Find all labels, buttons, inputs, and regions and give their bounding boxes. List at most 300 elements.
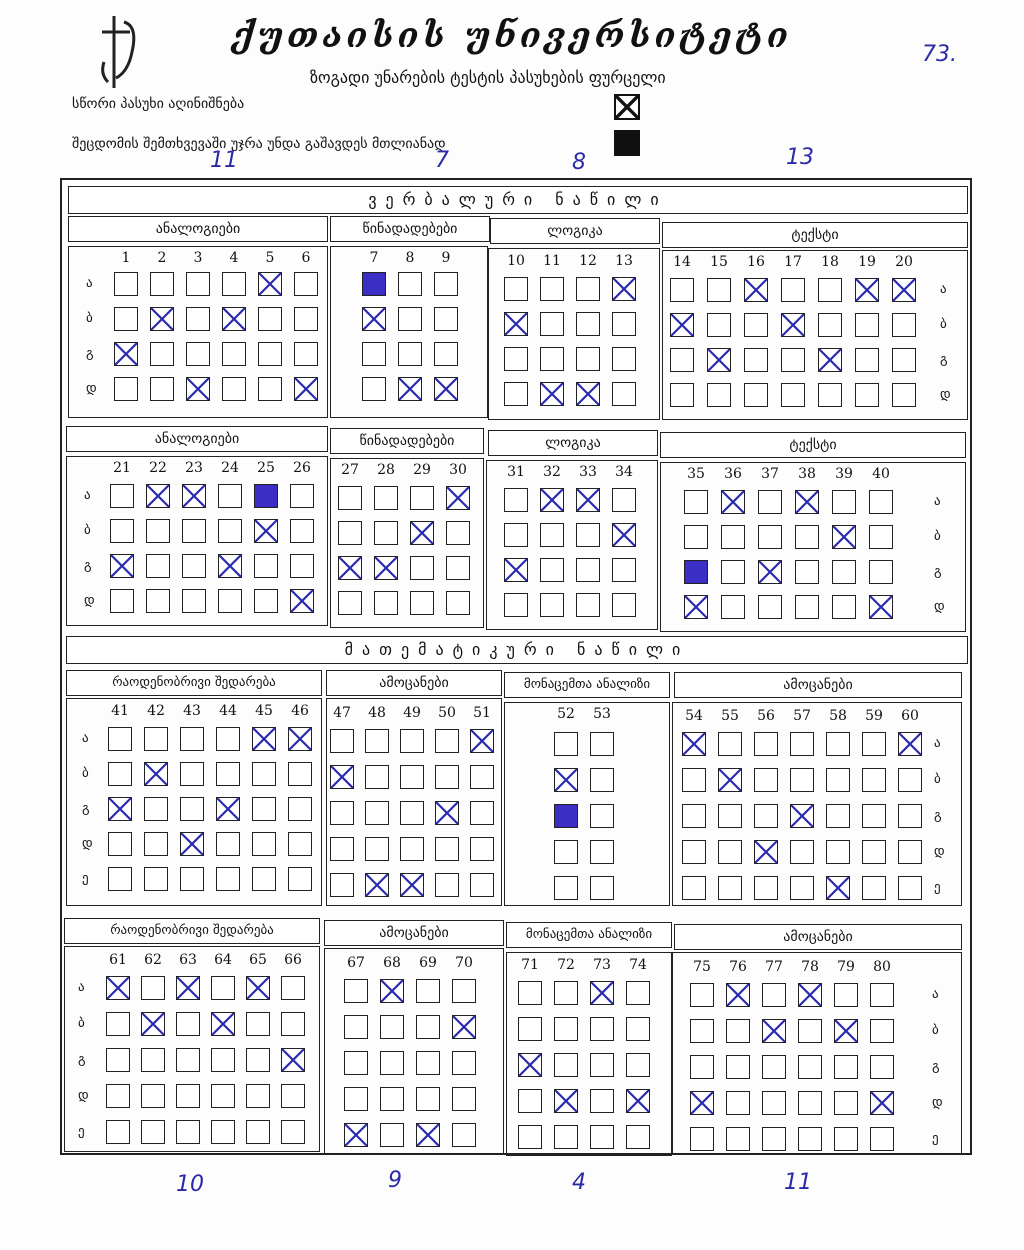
answer-checkbox[interactable] (338, 556, 362, 580)
answer-checkbox[interactable] (855, 278, 879, 302)
answer-checkbox[interactable] (790, 732, 814, 756)
answer-checkbox[interactable] (795, 490, 819, 514)
answer-checkbox[interactable] (110, 519, 134, 543)
answer-checkbox[interactable] (374, 591, 398, 615)
answer-checkbox[interactable] (380, 1015, 404, 1039)
answer-checkbox[interactable] (690, 1091, 714, 1115)
answer-checkbox[interactable] (626, 1053, 650, 1077)
answer-checkbox[interactable] (554, 804, 578, 828)
answer-checkbox[interactable] (670, 383, 694, 407)
answer-checkbox[interactable] (790, 768, 814, 792)
answer-checkbox[interactable] (182, 484, 206, 508)
answer-checkbox[interactable] (870, 1019, 894, 1043)
answer-checkbox[interactable] (870, 1091, 894, 1115)
answer-checkbox[interactable] (718, 876, 742, 900)
answer-checkbox[interactable] (870, 983, 894, 1007)
answer-checkbox[interactable] (108, 762, 132, 786)
answer-checkbox[interactable] (330, 729, 354, 753)
answer-checkbox[interactable] (218, 554, 242, 578)
answer-checkbox[interactable] (344, 1051, 368, 1075)
answer-checkbox[interactable] (141, 1120, 165, 1144)
answer-checkbox[interactable] (374, 486, 398, 510)
answer-checkbox[interactable] (590, 876, 614, 900)
answer-checkbox[interactable] (612, 382, 636, 406)
answer-checkbox[interactable] (258, 342, 282, 366)
answer-checkbox[interactable] (504, 523, 528, 547)
answer-checkbox[interactable] (818, 278, 842, 302)
answer-checkbox[interactable] (590, 981, 614, 1005)
answer-checkbox[interactable] (281, 1012, 305, 1036)
answer-checkbox[interactable] (294, 377, 318, 401)
answer-checkbox[interactable] (862, 876, 886, 900)
answer-checkbox[interactable] (281, 1048, 305, 1072)
answer-checkbox[interactable] (410, 591, 434, 615)
answer-checkbox[interactable] (254, 519, 278, 543)
answer-checkbox[interactable] (246, 1048, 270, 1072)
answer-checkbox[interactable] (434, 342, 458, 366)
answer-checkbox[interactable] (612, 558, 636, 582)
answer-checkbox[interactable] (182, 589, 206, 613)
answer-checkbox[interactable] (365, 837, 389, 861)
answer-checkbox[interactable] (144, 797, 168, 821)
answer-checkbox[interactable] (452, 1123, 476, 1147)
answer-checkbox[interactable] (690, 1019, 714, 1043)
answer-checkbox[interactable] (758, 525, 782, 549)
answer-checkbox[interactable] (410, 556, 434, 580)
answer-checkbox[interactable] (518, 1089, 542, 1113)
answer-checkbox[interactable] (106, 1120, 130, 1144)
answer-checkbox[interactable] (186, 342, 210, 366)
answer-checkbox[interactable] (682, 876, 706, 900)
answer-checkbox[interactable] (832, 595, 856, 619)
answer-checkbox[interactable] (176, 976, 200, 1000)
answer-checkbox[interactable] (176, 1012, 200, 1036)
answer-checkbox[interactable] (576, 523, 600, 547)
answer-checkbox[interactable] (590, 1053, 614, 1077)
answer-checkbox[interactable] (434, 307, 458, 331)
answer-checkbox[interactable] (150, 272, 174, 296)
answer-checkbox[interactable] (380, 979, 404, 1003)
answer-checkbox[interactable] (435, 873, 459, 897)
answer-checkbox[interactable] (416, 1123, 440, 1147)
answer-checkbox[interactable] (626, 981, 650, 1005)
answer-checkbox[interactable] (218, 519, 242, 543)
answer-checkbox[interactable] (416, 979, 440, 1003)
answer-checkbox[interactable] (446, 486, 470, 510)
answer-checkbox[interactable] (826, 732, 850, 756)
answer-checkbox[interactable] (576, 277, 600, 301)
answer-checkbox[interactable] (470, 873, 494, 897)
answer-checkbox[interactable] (338, 486, 362, 510)
answer-checkbox[interactable] (410, 521, 434, 545)
answer-checkbox[interactable] (554, 1089, 578, 1113)
answer-checkbox[interactable] (338, 521, 362, 545)
answer-checkbox[interactable] (869, 525, 893, 549)
answer-checkbox[interactable] (452, 1015, 476, 1039)
answer-checkbox[interactable] (452, 1051, 476, 1075)
answer-checkbox[interactable] (146, 519, 170, 543)
answer-checkbox[interactable] (518, 1017, 542, 1041)
answer-checkbox[interactable] (670, 278, 694, 302)
answer-checkbox[interactable] (612, 523, 636, 547)
answer-checkbox[interactable] (106, 1084, 130, 1108)
answer-checkbox[interactable] (294, 272, 318, 296)
answer-checkbox[interactable] (869, 595, 893, 619)
answer-checkbox[interactable] (108, 832, 132, 856)
answer-checkbox[interactable] (781, 348, 805, 372)
answer-checkbox[interactable] (518, 1053, 542, 1077)
answer-checkbox[interactable] (106, 1048, 130, 1072)
answer-checkbox[interactable] (576, 382, 600, 406)
answer-checkbox[interactable] (826, 840, 850, 864)
answer-checkbox[interactable] (222, 377, 246, 401)
answer-checkbox[interactable] (795, 560, 819, 584)
answer-checkbox[interactable] (252, 727, 276, 751)
answer-checkbox[interactable] (380, 1051, 404, 1075)
answer-checkbox[interactable] (721, 595, 745, 619)
answer-checkbox[interactable] (252, 797, 276, 821)
answer-checkbox[interactable] (554, 768, 578, 792)
answer-checkbox[interactable] (726, 1055, 750, 1079)
answer-checkbox[interactable] (365, 873, 389, 897)
answer-checkbox[interactable] (362, 342, 386, 366)
answer-checkbox[interactable] (790, 840, 814, 864)
answer-checkbox[interactable] (222, 307, 246, 331)
answer-checkbox[interactable] (892, 383, 916, 407)
answer-checkbox[interactable] (834, 983, 858, 1007)
answer-checkbox[interactable] (504, 277, 528, 301)
answer-checkbox[interactable] (222, 342, 246, 366)
answer-checkbox[interactable] (470, 765, 494, 789)
answer-checkbox[interactable] (554, 876, 578, 900)
answer-checkbox[interactable] (590, 840, 614, 864)
answer-checkbox[interactable] (504, 488, 528, 512)
answer-checkbox[interactable] (330, 837, 354, 861)
answer-checkbox[interactable] (141, 1048, 165, 1072)
answer-checkbox[interactable] (684, 560, 708, 584)
answer-checkbox[interactable] (590, 1125, 614, 1149)
answer-checkbox[interactable] (832, 525, 856, 549)
answer-checkbox[interactable] (218, 484, 242, 508)
answer-checkbox[interactable] (518, 1125, 542, 1149)
answer-checkbox[interactable] (826, 768, 850, 792)
answer-checkbox[interactable] (288, 867, 312, 891)
answer-checkbox[interactable] (446, 556, 470, 580)
answer-checkbox[interactable] (612, 312, 636, 336)
answer-checkbox[interactable] (186, 307, 210, 331)
answer-checkbox[interactable] (834, 1127, 858, 1151)
answer-checkbox[interactable] (380, 1087, 404, 1111)
answer-checkbox[interactable] (176, 1048, 200, 1072)
answer-checkbox[interactable] (590, 768, 614, 792)
answer-checkbox[interactable] (330, 873, 354, 897)
answer-checkbox[interactable] (834, 1055, 858, 1079)
answer-checkbox[interactable] (400, 837, 424, 861)
answer-checkbox[interactable] (762, 1127, 786, 1151)
answer-checkbox[interactable] (180, 797, 204, 821)
answer-checkbox[interactable] (795, 595, 819, 619)
answer-checkbox[interactable] (180, 867, 204, 891)
answer-checkbox[interactable] (180, 762, 204, 786)
answer-checkbox[interactable] (790, 876, 814, 900)
answer-checkbox[interactable] (254, 589, 278, 613)
answer-checkbox[interactable] (504, 312, 528, 336)
answer-checkbox[interactable] (290, 554, 314, 578)
answer-checkbox[interactable] (869, 490, 893, 514)
answer-checkbox[interactable] (612, 488, 636, 512)
answer-checkbox[interactable] (795, 525, 819, 549)
answer-checkbox[interactable] (554, 1053, 578, 1077)
answer-checkbox[interactable] (398, 377, 422, 401)
answer-checkbox[interactable] (146, 589, 170, 613)
answer-checkbox[interactable] (398, 342, 422, 366)
answer-checkbox[interactable] (144, 727, 168, 751)
answer-checkbox[interactable] (554, 981, 578, 1005)
answer-checkbox[interactable] (344, 1123, 368, 1147)
answer-checkbox[interactable] (186, 377, 210, 401)
answer-checkbox[interactable] (416, 1051, 440, 1075)
answer-checkbox[interactable] (682, 804, 706, 828)
answer-checkbox[interactable] (754, 804, 778, 828)
answer-checkbox[interactable] (744, 348, 768, 372)
answer-checkbox[interactable] (690, 1055, 714, 1079)
answer-checkbox[interactable] (832, 560, 856, 584)
answer-checkbox[interactable] (186, 272, 210, 296)
answer-checkbox[interactable] (176, 1084, 200, 1108)
answer-checkbox[interactable] (252, 832, 276, 856)
answer-checkbox[interactable] (726, 1091, 750, 1115)
answer-checkbox[interactable] (398, 307, 422, 331)
answer-checkbox[interactable] (398, 272, 422, 296)
answer-checkbox[interactable] (114, 342, 138, 366)
answer-checkbox[interactable] (590, 1017, 614, 1041)
answer-checkbox[interactable] (380, 1123, 404, 1147)
answer-checkbox[interactable] (254, 484, 278, 508)
answer-checkbox[interactable] (144, 867, 168, 891)
answer-checkbox[interactable] (682, 840, 706, 864)
answer-checkbox[interactable] (435, 765, 459, 789)
answer-checkbox[interactable] (862, 768, 886, 792)
answer-checkbox[interactable] (146, 484, 170, 508)
answer-checkbox[interactable] (718, 732, 742, 756)
answer-checkbox[interactable] (554, 732, 578, 756)
answer-checkbox[interactable] (898, 840, 922, 864)
answer-checkbox[interactable] (869, 560, 893, 584)
answer-checkbox[interactable] (834, 1091, 858, 1115)
answer-checkbox[interactable] (798, 1055, 822, 1079)
answer-checkbox[interactable] (540, 347, 564, 371)
answer-checkbox[interactable] (758, 560, 782, 584)
answer-checkbox[interactable] (870, 1055, 894, 1079)
answer-checkbox[interactable] (781, 278, 805, 302)
answer-checkbox[interactable] (216, 762, 240, 786)
answer-checkbox[interactable] (330, 801, 354, 825)
answer-checkbox[interactable] (218, 589, 242, 613)
answer-checkbox[interactable] (108, 797, 132, 821)
answer-checkbox[interactable] (626, 1089, 650, 1113)
answer-checkbox[interactable] (400, 873, 424, 897)
answer-checkbox[interactable] (754, 876, 778, 900)
answer-checkbox[interactable] (862, 804, 886, 828)
answer-checkbox[interactable] (258, 307, 282, 331)
answer-checkbox[interactable] (362, 377, 386, 401)
answer-checkbox[interactable] (707, 383, 731, 407)
answer-checkbox[interactable] (106, 976, 130, 1000)
answer-checkbox[interactable] (106, 1012, 130, 1036)
answer-checkbox[interactable] (452, 979, 476, 1003)
answer-checkbox[interactable] (141, 1012, 165, 1036)
answer-checkbox[interactable] (540, 382, 564, 406)
answer-checkbox[interactable] (365, 765, 389, 789)
answer-checkbox[interactable] (114, 272, 138, 296)
answer-checkbox[interactable] (826, 876, 850, 900)
answer-checkbox[interactable] (246, 1084, 270, 1108)
answer-checkbox[interactable] (855, 348, 879, 372)
answer-checkbox[interactable] (540, 277, 564, 301)
answer-checkbox[interactable] (855, 383, 879, 407)
answer-checkbox[interactable] (434, 272, 458, 296)
answer-checkbox[interactable] (718, 804, 742, 828)
answer-checkbox[interactable] (540, 558, 564, 582)
answer-checkbox[interactable] (870, 1127, 894, 1151)
answer-checkbox[interactable] (690, 983, 714, 1007)
answer-checkbox[interactable] (781, 383, 805, 407)
answer-checkbox[interactable] (758, 595, 782, 619)
answer-checkbox[interactable] (554, 1017, 578, 1041)
answer-checkbox[interactable] (434, 377, 458, 401)
answer-checkbox[interactable] (110, 589, 134, 613)
answer-checkbox[interactable] (754, 732, 778, 756)
answer-checkbox[interactable] (150, 342, 174, 366)
answer-checkbox[interactable] (690, 1127, 714, 1151)
answer-checkbox[interactable] (892, 278, 916, 302)
answer-checkbox[interactable] (180, 832, 204, 856)
answer-checkbox[interactable] (540, 488, 564, 512)
answer-checkbox[interactable] (818, 383, 842, 407)
answer-checkbox[interactable] (211, 976, 235, 1000)
answer-checkbox[interactable] (281, 1084, 305, 1108)
answer-checkbox[interactable] (400, 765, 424, 789)
answer-checkbox[interactable] (612, 347, 636, 371)
answer-checkbox[interactable] (216, 867, 240, 891)
answer-checkbox[interactable] (744, 278, 768, 302)
answer-checkbox[interactable] (684, 490, 708, 514)
answer-checkbox[interactable] (141, 976, 165, 1000)
answer-checkbox[interactable] (540, 523, 564, 547)
answer-checkbox[interactable] (108, 727, 132, 751)
answer-checkbox[interactable] (504, 382, 528, 406)
answer-checkbox[interactable] (504, 558, 528, 582)
answer-checkbox[interactable] (258, 377, 282, 401)
answer-checkbox[interactable] (790, 804, 814, 828)
answer-checkbox[interactable] (718, 840, 742, 864)
answer-checkbox[interactable] (144, 832, 168, 856)
answer-checkbox[interactable] (222, 272, 246, 296)
answer-checkbox[interactable] (141, 1084, 165, 1108)
answer-checkbox[interactable] (726, 1019, 750, 1043)
answer-checkbox[interactable] (670, 313, 694, 337)
answer-checkbox[interactable] (744, 383, 768, 407)
answer-checkbox[interactable] (281, 1120, 305, 1144)
answer-checkbox[interactable] (246, 976, 270, 1000)
answer-checkbox[interactable] (288, 797, 312, 821)
answer-checkbox[interactable] (216, 797, 240, 821)
answer-checkbox[interactable] (762, 1055, 786, 1079)
answer-checkbox[interactable] (150, 377, 174, 401)
answer-checkbox[interactable] (150, 307, 174, 331)
answer-checkbox[interactable] (330, 765, 354, 789)
answer-checkbox[interactable] (718, 768, 742, 792)
answer-checkbox[interactable] (374, 556, 398, 580)
answer-checkbox[interactable] (470, 801, 494, 825)
answer-checkbox[interactable] (818, 313, 842, 337)
answer-checkbox[interactable] (504, 593, 528, 617)
answer-checkbox[interactable] (540, 312, 564, 336)
answer-checkbox[interactable] (758, 490, 782, 514)
answer-checkbox[interactable] (754, 768, 778, 792)
answer-checkbox[interactable] (504, 347, 528, 371)
answer-checkbox[interactable] (281, 976, 305, 1000)
answer-checkbox[interactable] (518, 981, 542, 1005)
answer-checkbox[interactable] (707, 313, 731, 337)
answer-checkbox[interactable] (826, 804, 850, 828)
answer-checkbox[interactable] (892, 348, 916, 372)
answer-checkbox[interactable] (554, 1125, 578, 1149)
answer-checkbox[interactable] (855, 313, 879, 337)
answer-checkbox[interactable] (290, 484, 314, 508)
answer-checkbox[interactable] (762, 1019, 786, 1043)
answer-checkbox[interactable] (365, 801, 389, 825)
answer-checkbox[interactable] (862, 732, 886, 756)
answer-checkbox[interactable] (721, 525, 745, 549)
answer-checkbox[interactable] (762, 983, 786, 1007)
answer-checkbox[interactable] (144, 762, 168, 786)
answer-checkbox[interactable] (344, 1015, 368, 1039)
answer-checkbox[interactable] (110, 484, 134, 508)
answer-checkbox[interactable] (182, 519, 206, 543)
answer-checkbox[interactable] (180, 727, 204, 751)
answer-checkbox[interactable] (258, 272, 282, 296)
answer-checkbox[interactable] (211, 1084, 235, 1108)
answer-checkbox[interactable] (435, 837, 459, 861)
answer-checkbox[interactable] (182, 554, 206, 578)
answer-checkbox[interactable] (626, 1017, 650, 1041)
answer-checkbox[interactable] (400, 801, 424, 825)
answer-checkbox[interactable] (798, 983, 822, 1007)
answer-checkbox[interactable] (682, 732, 706, 756)
answer-checkbox[interactable] (410, 486, 434, 510)
answer-checkbox[interactable] (684, 525, 708, 549)
answer-checkbox[interactable] (590, 1089, 614, 1113)
answer-checkbox[interactable] (470, 837, 494, 861)
answer-checkbox[interactable] (626, 1125, 650, 1149)
answer-checkbox[interactable] (470, 729, 494, 753)
answer-checkbox[interactable] (707, 348, 731, 372)
answer-checkbox[interactable] (707, 278, 731, 302)
answer-checkbox[interactable] (762, 1091, 786, 1115)
answer-checkbox[interactable] (246, 1012, 270, 1036)
answer-checkbox[interactable] (576, 558, 600, 582)
answer-checkbox[interactable] (294, 342, 318, 366)
answer-checkbox[interactable] (114, 307, 138, 331)
answer-checkbox[interactable] (338, 591, 362, 615)
answer-checkbox[interactable] (374, 521, 398, 545)
answer-checkbox[interactable] (798, 1019, 822, 1043)
answer-checkbox[interactable] (176, 1120, 200, 1144)
answer-checkbox[interactable] (362, 307, 386, 331)
answer-checkbox[interactable] (146, 554, 170, 578)
answer-checkbox[interactable] (892, 313, 916, 337)
